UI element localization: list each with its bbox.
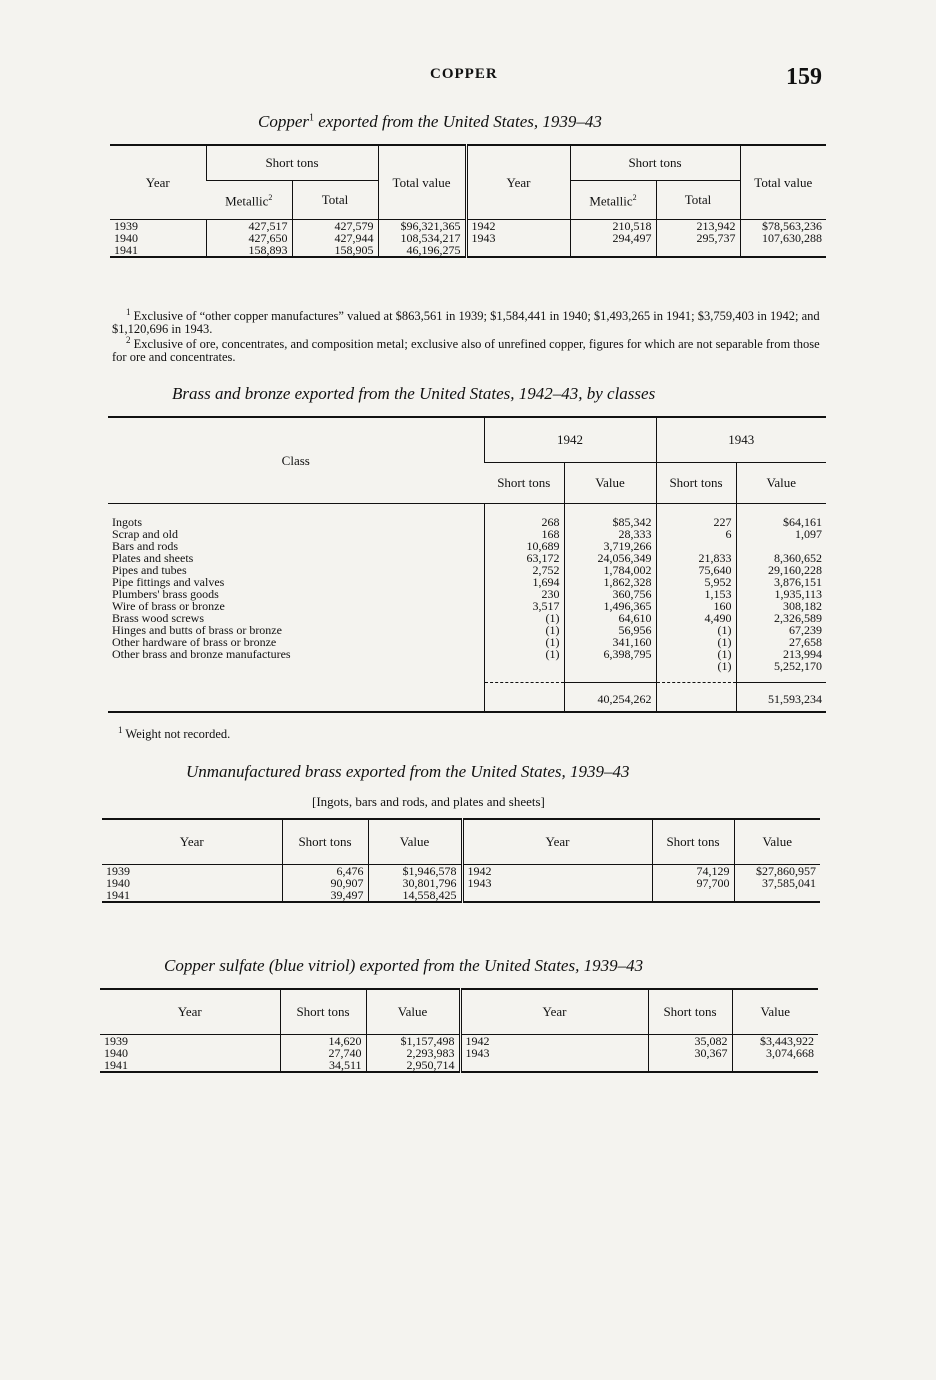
t2-col-1942: 1942 (484, 417, 656, 463)
t2-class: Pipe fittings and valves (112, 575, 225, 589)
t2-value-1942: 24,056,349 (564, 552, 656, 564)
table1-footnote-2 (112, 334, 826, 364)
t1-year: 1941 (114, 243, 138, 257)
table1-caption-a: Copper (258, 112, 309, 131)
t4-tons: 35,082 (648, 1035, 732, 1048)
t3-value: 14,558,425 (368, 889, 462, 902)
table-row (108, 528, 826, 540)
t2-value-1943: 5,252,170 (736, 660, 826, 683)
t3-value: $1,946,578 (368, 865, 462, 878)
t1-col-metallic-right-sup: 2 (632, 193, 637, 203)
t3-col-value: Value (368, 819, 462, 865)
table-row (102, 889, 820, 902)
t1-metallic: 210,518 (570, 220, 656, 233)
t2-value-1942 (564, 660, 656, 683)
footnote-2-marker: 2 (126, 335, 131, 345)
t2-value-1942: 1,496,365 (564, 600, 656, 612)
t4-year: 1943 (460, 1047, 648, 1059)
t3-value: 37,585,041 (734, 877, 820, 889)
t2-class: Ingots (112, 515, 142, 529)
t2-footnote-text: Weight not recorded. (125, 727, 231, 742)
t2-tons-1943: 4,490 (656, 612, 736, 624)
t2-value-1942: 28,333 (564, 528, 656, 540)
t2-tons-1942: 268 (484, 504, 564, 529)
t1-value: $78,563,236 (740, 220, 826, 233)
t2-tons-1942: 10,689 (484, 540, 564, 552)
t1-year: 1940 (114, 231, 138, 245)
t1-col-total: Total (292, 181, 378, 220)
t2-value-1942: 6,398,795 (564, 648, 656, 660)
t1-col-metallic (206, 181, 292, 220)
t3-tons: 6,476 (282, 865, 368, 878)
t2-class: Bars and rods (112, 539, 178, 553)
t2-tons-1942: (1) (484, 648, 564, 660)
t1-col-short-tons: Short tons (206, 145, 378, 181)
footnote-1-text: Exclusive of “other copper manufactures” valued at $863,561 in 1939; $1,584,441 in 1940; $1,493,265 in 1941; $3,759,403 in 1942; and $1,120,696 in 1943. (112, 309, 820, 337)
t1-col-total-right: Total (656, 181, 740, 220)
t2-col-value-1942: Value (564, 463, 656, 504)
t1-total: 158,905 (292, 244, 378, 257)
table3-subcaption: [Ingots, bars and rods, and plates and sheets] (312, 794, 545, 809)
t4-tons: 27,740 (280, 1047, 366, 1059)
t2-tons-1942: 1,694 (484, 576, 564, 588)
t1-year: 1939 (114, 219, 138, 233)
t2-value-1943: 3,876,151 (736, 576, 826, 588)
t1-year: 1943 (466, 232, 570, 244)
t2-tons-1943: (1) (656, 660, 736, 683)
t2-class (108, 660, 484, 683)
t2-value-1942: 3,719,266 (564, 540, 656, 552)
footnote-2-text: Exclusive of ore, concentrates, and composition metal; exclusive also of unrefined copper, figures for which are not separable from those for ore and concentrates. (112, 337, 820, 365)
t1-total: 213,942 (656, 220, 740, 233)
t4-col-year: Year (100, 989, 280, 1035)
t3-col-year-right: Year (462, 819, 652, 865)
t1-year: 1942 (466, 220, 570, 233)
t4-tons: 14,620 (280, 1035, 366, 1048)
t2-col-1943: 1943 (656, 417, 826, 463)
t1-metallic: 294,497 (570, 232, 656, 244)
table-row (110, 232, 826, 244)
t2-tons-1943: (1) (656, 636, 736, 648)
table1-caption (258, 112, 602, 132)
t4-year: 1942 (460, 1035, 648, 1048)
t2-value-1942: 1,784,002 (564, 564, 656, 576)
t4-value: 2,293,983 (366, 1047, 460, 1059)
t2-value-1942: 360,756 (564, 588, 656, 600)
t1-metallic: 158,893 (206, 244, 292, 257)
table1-caption-sup: 1 (309, 112, 314, 124)
t1-col-metallic-right (570, 181, 656, 220)
t3-tons: 39,497 (282, 889, 368, 902)
t4-year: 1941 (104, 1058, 128, 1072)
table4-caption (164, 956, 643, 976)
t2-class: Scrap and old (112, 527, 178, 541)
t1-col-total-value-right: Total value (740, 145, 826, 220)
t2-tons-1942: 168 (484, 528, 564, 540)
t2-tons-1943: (1) (656, 648, 736, 660)
page-number: 159 (786, 64, 822, 90)
t2-value-1943: $64,161 (736, 504, 826, 529)
t4-col-year-right: Year (460, 989, 648, 1035)
t1-value: 108,534,217 (378, 232, 466, 244)
t3-year: 1941 (106, 888, 130, 902)
t1-col-metallic-right-label: Metallic (589, 193, 633, 209)
t3-col-value-right: Value (734, 819, 820, 865)
unmanufactured-brass-table (102, 818, 820, 903)
t2-tons-1943: 160 (656, 600, 736, 612)
t2-value-1943: 213,994 (736, 648, 826, 660)
t4-value: $1,157,498 (366, 1035, 460, 1048)
table-row (108, 504, 826, 529)
table2-footnote (118, 724, 230, 741)
footnote-1-marker: 1 (126, 307, 131, 317)
t2-body (108, 504, 826, 683)
t2-col-class: Class (108, 417, 484, 504)
t2-tons-1942: 230 (484, 588, 564, 600)
t1-col-metallic-sup: 2 (268, 193, 273, 203)
t2-value-1943: 2,326,589 (736, 612, 826, 624)
t2-col-short-tons-1942: Short tons (484, 463, 564, 504)
t3-value: $27,860,957 (734, 865, 820, 878)
t4-col-value: Value (366, 989, 460, 1035)
table2-caption: Brass and bronze exported from the United States, 1942–43, by classes (172, 384, 656, 403)
t3-tons: 74,129 (652, 865, 734, 878)
t2-tons-1942: (1) (484, 636, 564, 648)
t3-year: 1939 (106, 864, 130, 878)
t2-class: Other brass and bronze manufactures (112, 647, 291, 661)
t2-tons-1942 (484, 660, 564, 683)
t2-value-1943: 308,182 (736, 600, 826, 612)
table-row (100, 1047, 818, 1059)
t2-class: Plates and sheets (112, 551, 194, 565)
t1-col-total-value: Total value (378, 145, 466, 220)
t2-tons-1943: 5,952 (656, 576, 736, 588)
t1-total: 427,944 (292, 232, 378, 244)
t2-tons-1943: 75,640 (656, 564, 736, 576)
t4-value: $3,443,922 (732, 1035, 818, 1048)
t3-year: 1940 (106, 876, 130, 890)
t2-tons-1943: 1,153 (656, 588, 736, 600)
t1-col-metallic-label: Metallic (225, 193, 269, 209)
t2-footnote-marker: 1 (118, 725, 123, 735)
t2-total-1943: 51,593,234 (736, 683, 826, 713)
t2-value-1942: 56,956 (564, 624, 656, 636)
t3-value: 30,801,796 (368, 877, 462, 889)
t4-caption-b: blue vitriol (274, 956, 350, 975)
t4-year: 1940 (104, 1046, 128, 1060)
t2-value-1943: 29,160,228 (736, 564, 826, 576)
table3-caption: Unmanufactured brass exported from the United States, 1939–43 (186, 762, 630, 781)
t2-value-1942: 341,160 (564, 636, 656, 648)
t1-value: 46,196,275 (378, 244, 466, 257)
t2-tons-1942: 63,172 (484, 552, 564, 564)
t1-value: $96,321,365 (378, 220, 466, 233)
t2-value-1942: $85,342 (564, 504, 656, 529)
table-row (108, 660, 826, 683)
t4-tons: 34,511 (280, 1059, 366, 1072)
t4-col-short-tons: Short tons (280, 989, 366, 1035)
t2-tons-1943: 21,833 (656, 552, 736, 564)
t3-tons: 97,700 (652, 877, 734, 889)
table-row (102, 877, 820, 889)
t2-value-1943: 8,360,652 (736, 552, 826, 564)
t2-tons-1942: 3,517 (484, 600, 564, 612)
t3-year: 1943 (462, 877, 652, 889)
t4-caption-a: Copper sulfate ( (164, 956, 275, 975)
copper-exports-table (110, 144, 826, 258)
t2-total-1942: 40,254,262 (564, 683, 656, 713)
t2-value-1942: 1,862,328 (564, 576, 656, 588)
copper-sulfate-table (100, 988, 818, 1073)
t2-total-row (108, 683, 826, 713)
t2-class: Other hardware of brass or bronze (112, 635, 277, 649)
t3-col-year: Year (102, 819, 282, 865)
t4-value: 3,074,668 (732, 1047, 818, 1059)
table-row (110, 244, 826, 257)
t2-class: Pipes and tubes (112, 563, 187, 577)
t2-tons-1942: (1) (484, 612, 564, 624)
t1-col-short-tons-right: Short tons (570, 145, 740, 181)
t2-class: Hinges and butts of brass or bronze (112, 623, 282, 637)
t2-class: Brass wood screws (112, 611, 204, 625)
t1-metallic: 427,517 (206, 220, 292, 233)
t4-value: 2,950,714 (366, 1059, 460, 1072)
t1-total: 427,579 (292, 220, 378, 233)
t4-col-short-tons-right: Short tons (648, 989, 732, 1035)
t3-year: 1942 (462, 865, 652, 878)
t3-tons: 90,907 (282, 877, 368, 889)
t1-metallic: 427,650 (206, 232, 292, 244)
t2-value-1942: 64,610 (564, 612, 656, 624)
t4-tons: 30,367 (648, 1047, 732, 1059)
t2-value-1943: 1,935,113 (736, 588, 826, 600)
t2-value-1943: 67,239 (736, 624, 826, 636)
t2-tons-1942: 2,752 (484, 564, 564, 576)
t2-tons-1943: 6 (656, 528, 736, 540)
t1-col-year: Year (110, 145, 206, 220)
t2-class: Wire of brass or bronze (112, 599, 225, 613)
t2-class: Plumbers' brass goods (112, 587, 219, 601)
t2-value-1943: 1,097 (736, 528, 826, 540)
running-head: COPPER (430, 66, 498, 82)
t1-col-year-right: Year (466, 145, 570, 220)
t3-col-short-tons: Short tons (282, 819, 368, 865)
t2-col-short-tons-1943: Short tons (656, 463, 736, 504)
t2-col-value-1943: Value (736, 463, 826, 504)
t4-year: 1939 (104, 1034, 128, 1048)
t4-col-value-right: Value (732, 989, 818, 1035)
t2-tons-1943: (1) (656, 624, 736, 636)
brass-bronze-table (108, 416, 826, 713)
t2-value-1943: 27,658 (736, 636, 826, 648)
t2-tons-1943: 227 (656, 504, 736, 529)
t3-col-short-tons-right: Short tons (652, 819, 734, 865)
table1-footnote-1 (112, 306, 826, 336)
t1-value: 107,630,288 (740, 232, 826, 244)
t1-total: 295,737 (656, 232, 740, 244)
t4-caption-c: ) exported from the United States, 1939–43 (349, 956, 644, 975)
t2-tons-1942: (1) (484, 624, 564, 636)
table-row (100, 1059, 818, 1072)
table1-caption-b: exported from the United States, 1939–43 (318, 112, 602, 131)
